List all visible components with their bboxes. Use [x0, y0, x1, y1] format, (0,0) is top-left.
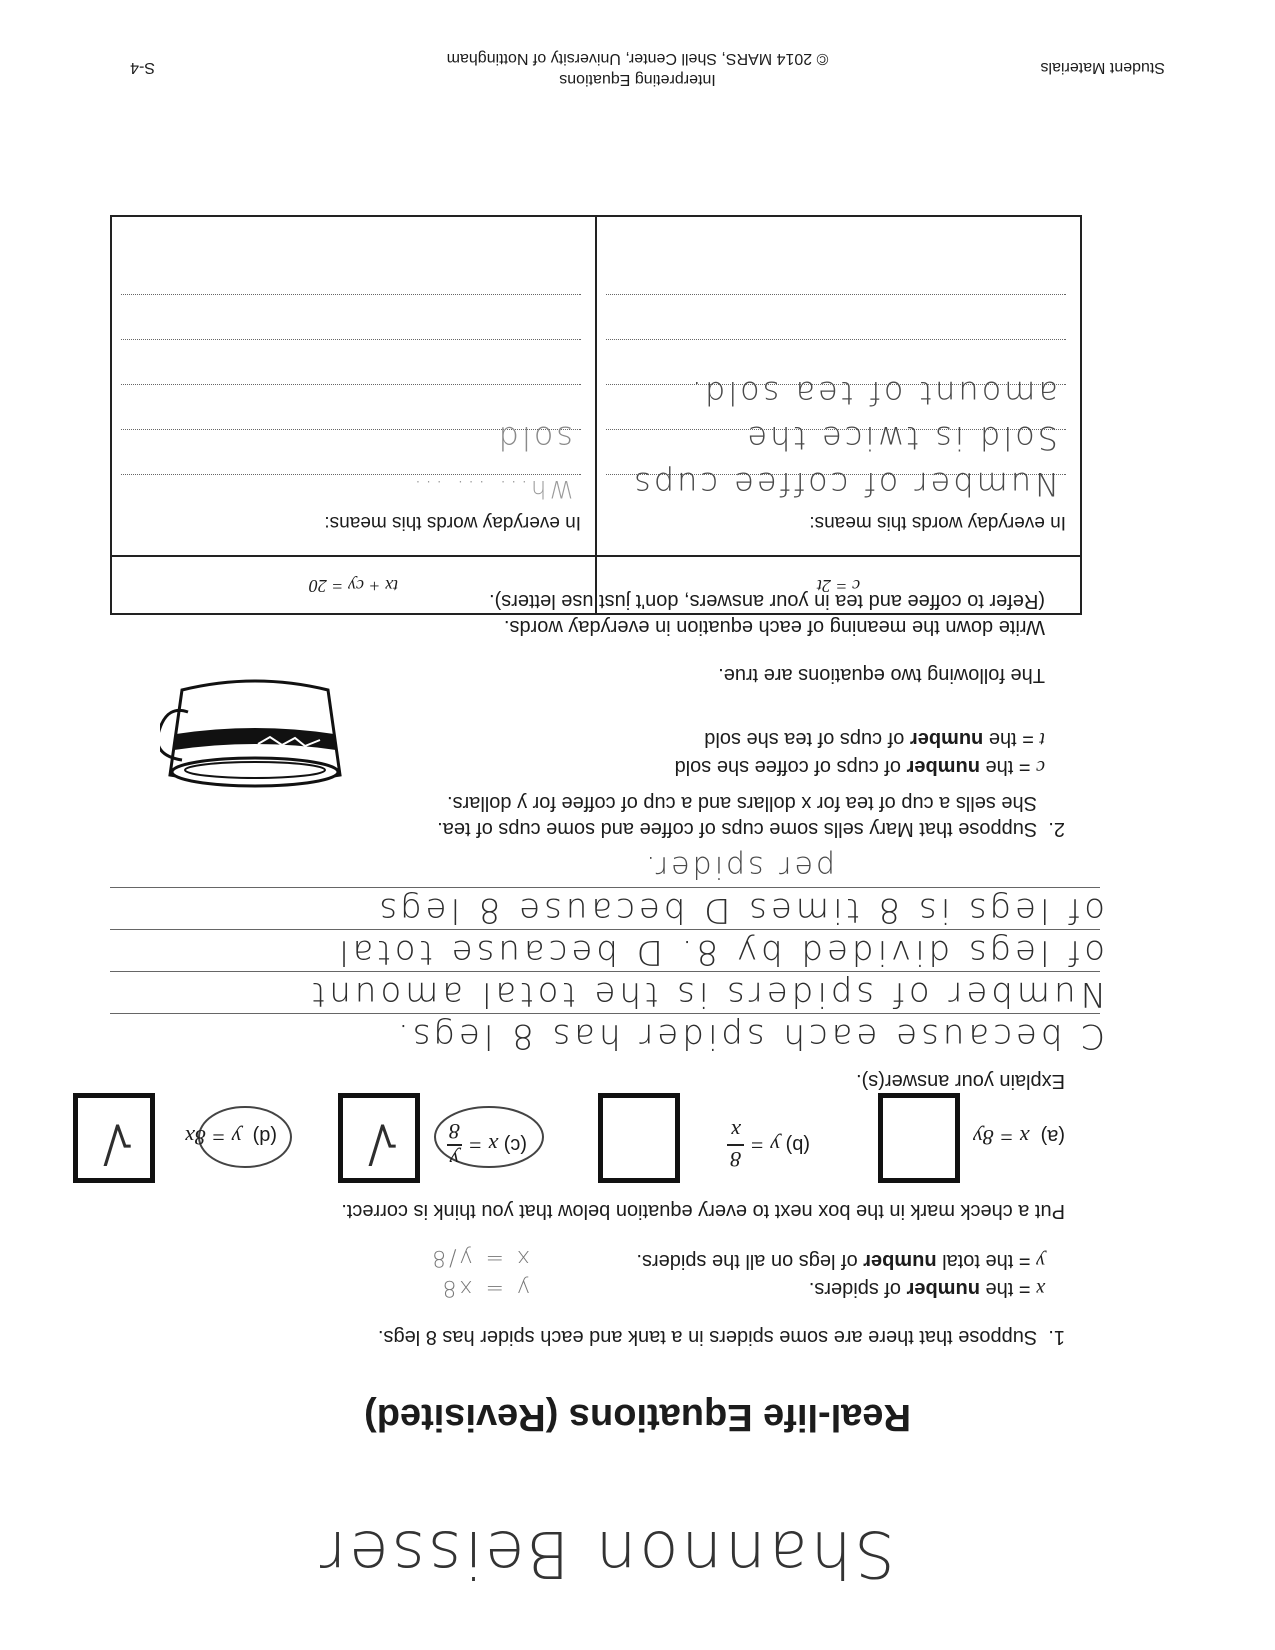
q1-def-x: x = the number of spiders.	[808, 1278, 1045, 1300]
meaning-label-left: In everyday words this means:	[809, 512, 1066, 534]
option-d-check-mark: √	[99, 1112, 132, 1172]
explanation-line-5: per spider.	[643, 849, 835, 884]
meaning-answer-right-2: sold	[495, 419, 574, 458]
header-center-line1: Interpreting Equations	[559, 71, 716, 88]
q1-def-y: y = the total number of legs on all the spiders.	[636, 1250, 1045, 1272]
meaning-cell-left[interactable]	[596, 216, 1081, 556]
option-c-fraction: y 8	[447, 1120, 463, 1170]
equation-table	[110, 215, 1082, 615]
explanation-line-1: C because each spider has 8 legs.	[393, 1016, 1105, 1056]
explanation-line-2: Number of spiders is the total amount	[307, 974, 1105, 1014]
q2-def-t: t = the number of cups of tea she sold	[704, 728, 1045, 750]
meaning-answer-left-2: Sold is twice the	[744, 419, 1058, 458]
q1-instruction: Put a check mark in the box next to every equation below that you think is correct.	[341, 1200, 1065, 1222]
meaning-answer-left-3: amount of tea sold.	[688, 374, 1058, 413]
header-left: Student Materials	[1040, 59, 1165, 76]
q2-intro	[489, 588, 1045, 688]
page-title: Real-life Equations (Revisited)	[364, 1396, 911, 1438]
option-a-label: (a) x = 8y	[973, 1125, 1065, 1150]
q2-line2: She sells a cup of tea for x dollars and a cup of coffee for y dollars.	[447, 792, 1037, 814]
explain-prompt: Explain your answer(s).	[856, 1070, 1065, 1092]
q2-stem	[437, 790, 1065, 842]
explanation-line-4: of legs is 8 times D because 8 legs	[375, 890, 1105, 930]
option-b-checkbox[interactable]	[598, 1093, 680, 1183]
coffee-cup-icon	[160, 670, 350, 790]
option-c-checkbox[interactable]	[338, 1093, 420, 1183]
header-center-line2: © 2014 MARS, Shell Center, University of Nottingham	[446, 50, 829, 67]
header-right: S-4	[130, 59, 155, 76]
option-c-check-mark: √	[364, 1112, 397, 1172]
q2-refer-line: (Refer to coffee and tea in your answers, don't just use letters).	[489, 590, 1045, 612]
meaning-answer-left-1: Number of coffee cups	[631, 465, 1058, 504]
equation-right: tx + cy = 20	[111, 556, 596, 614]
scratch-work-2: x = y/8	[429, 1245, 530, 1270]
header-center	[0, 48, 1275, 90]
q2-true-line: The following two equations are true.	[718, 664, 1045, 686]
q2-line1: 2. Suppose that Mary sells some cups of coffee and some cups of tea.	[437, 818, 1065, 840]
meaning-cell-right[interactable]	[111, 216, 596, 556]
meaning-answer-right-1: Wh... ... ...	[411, 475, 574, 504]
option-a-checkbox[interactable]	[878, 1093, 960, 1183]
q2-write-line: Write down the meaning of each equation in everyday words.	[503, 616, 1045, 638]
option-d-checkbox[interactable]	[73, 1093, 155, 1183]
option-b-fraction: 8 x	[727, 1120, 744, 1170]
option-d-label: (d) y = 8x	[185, 1125, 277, 1150]
option-c-label: (c) x = y 8	[447, 1120, 527, 1170]
q2-def-c: c = the number of cups of coffee she sold	[674, 756, 1045, 778]
q1-intro: 1. Suppose that there are some spiders in a tank and each spider has 8 legs.	[377, 1326, 1065, 1348]
option-b-label: (b) y = 8 x	[727, 1120, 810, 1170]
equation-left: c = 2t	[596, 556, 1081, 614]
meaning-label-right: In everyday words this means:	[324, 512, 582, 534]
student-name: Shannon Beisser	[316, 1516, 895, 1590]
scratch-work-1: y = x8	[439, 1275, 530, 1300]
explanation-line-3: of legs divided by 8. D because total	[335, 932, 1105, 972]
